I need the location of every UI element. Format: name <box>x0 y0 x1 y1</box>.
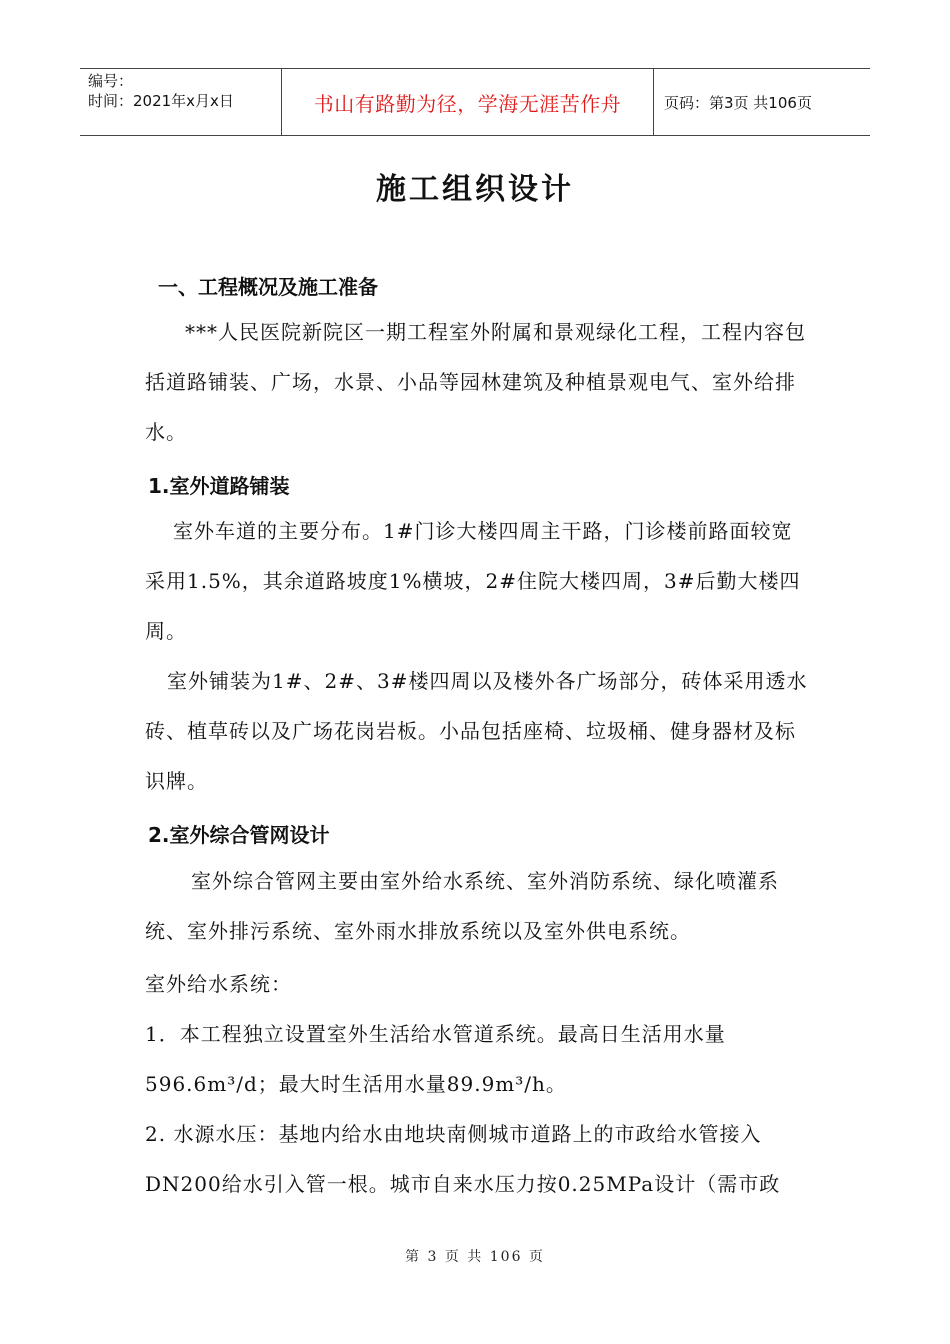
road-paragraph-2: 室外铺装为1#、2#、3#楼四周以及楼外各广场部分，砖体采用透水砖、植草砖以及广场花岗岩板。小品包括座椅、垃圾桶、健身器材及标识牌。 <box>145 669 808 793</box>
subsection-heading-road: 1.室外道路铺装 <box>148 474 290 498</box>
document-title: 施工组织设计 <box>376 172 574 207</box>
subsection-heading-pipes: 2.室外综合管网设计 <box>148 823 330 847</box>
water-system-label: 室外给水系统： <box>145 972 292 996</box>
page-header <box>80 68 870 136</box>
water-item-2-line-1: 2. 水源水压：基地内给水由地块南侧城市道路上的市政给水管接入 <box>145 1122 762 1146</box>
page-footer: 第 3 页 共 106 页 <box>405 1249 545 1265</box>
pipes-paragraph: 室外综合管网主要由室外给水系统、室外消防系统、绿化喷灌系统、室外排污系统、室外雨水排放系统以及室外供电系统。 <box>145 869 779 943</box>
header-motto: 书山有路勤为径，学海无涯苦作舟 <box>313 91 622 116</box>
header-motto-cell <box>281 69 654 135</box>
section-heading: 一、工程概况及施工准备 <box>158 275 378 299</box>
water-item-1-line-1: 1．本工程独立设置室外生活给水管道系统。最高日生活用水量 <box>145 1022 726 1046</box>
water-item-1-line-2: 596.6m³/d；最大时生活用水量89.9m³/h。 <box>145 1072 567 1096</box>
header-page-cell <box>654 69 870 135</box>
water-item-2-line-2: DN200给水引入管一根。城市自来水压力按0.25MPa设计（需市政 <box>145 1172 781 1196</box>
document-number-label: 编号： <box>88 72 134 90</box>
document-date: 时间：2021年x月x日 <box>88 92 234 110</box>
section-paragraph: ***人民医院新院区一期工程室外附属和景观绿化工程，工程内容包括道路铺装、广场，水景、小品等园林建筑及种植景观电气、室外给排水。 <box>145 320 806 444</box>
header-meta-cell <box>80 69 281 135</box>
road-paragraph-1: 室外车道的主要分布。1#门诊大楼四周主干路，门诊楼前路面较宽采用1.5%，其余道路坡度1%横坡，2#住院大楼四周，3#后勤大楼四周。 <box>145 519 801 643</box>
header-page-info: 页码：第3页 共106页 <box>664 93 812 112</box>
